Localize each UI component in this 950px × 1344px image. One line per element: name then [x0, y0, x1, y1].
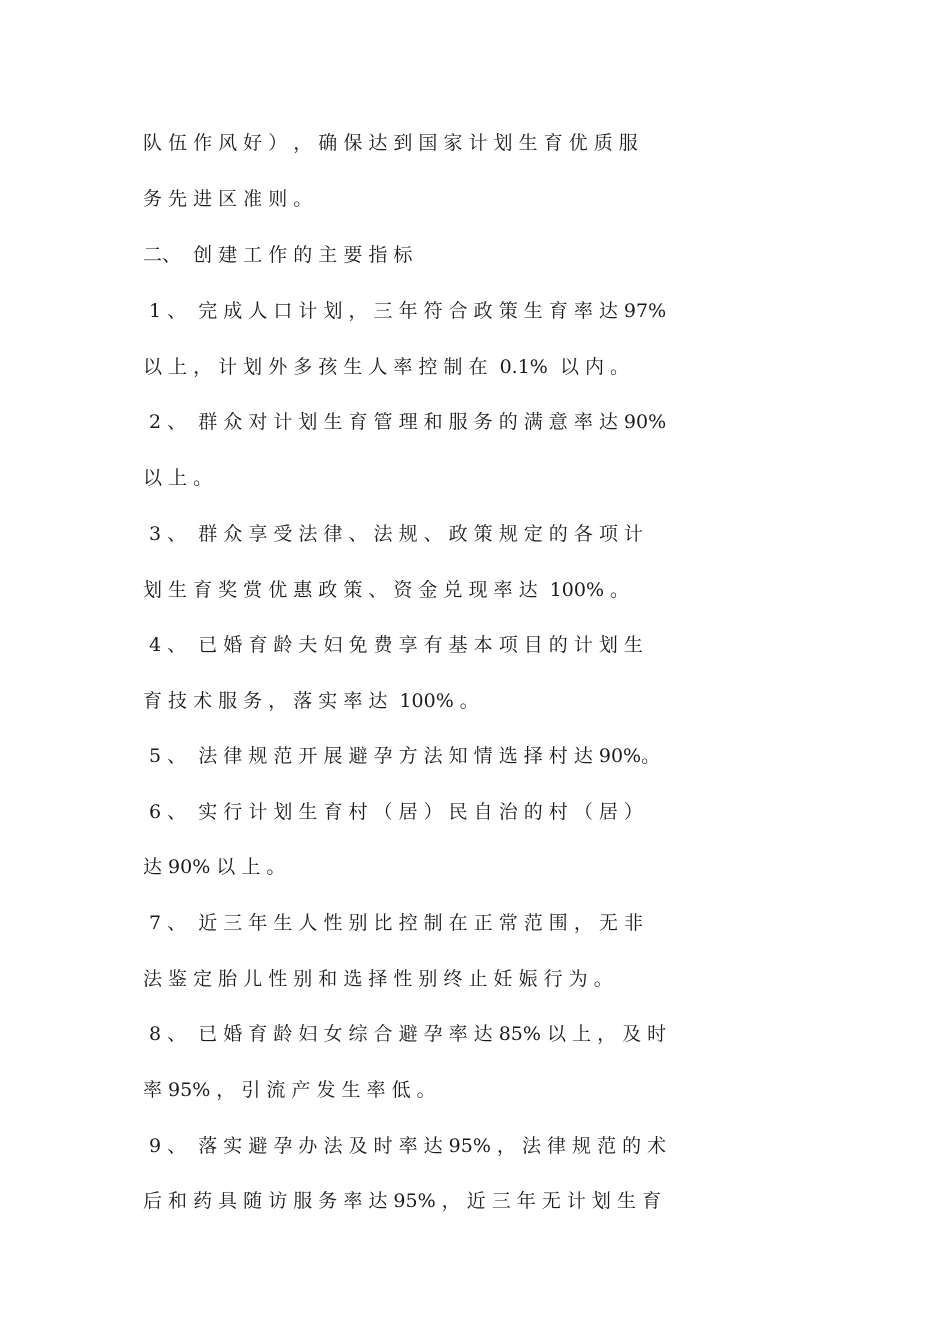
section-heading: 二、 创 建 工 作 的 主 要 指 标 — [143, 244, 413, 266]
text-line-5: 以 上 ， 计 划 外 多 孩 生 人 率 控 制 在 0.1% 以 内 。 — [143, 356, 630, 378]
text-line-12: 5 、 法 律 规 范 开 展 避 孕 方 法 知 情 选 择 村 达 90%。 — [143, 745, 661, 767]
text-line-4: 1 、 完 成 人 口 计 划 ， 三 年 符 合 政 策 生 育 率 达 97% — [143, 300, 667, 322]
text-line-7: 以 上 。 — [143, 467, 213, 489]
text-line-9: 划 生 育 奖 赏 优 惠 政 策 、 资 金 兑 现 率 达 100% 。 — [143, 579, 630, 601]
text-line-1: 队 伍 作 风 好 ） ， 确 保 达 到 国 家 计 划 生 育 优 质 服 — [143, 132, 638, 154]
text-line-15: 7 、 近 三 年 生 人 性 别 比 控 制 在 正 常 范 围 ， 无 非 — [143, 912, 643, 934]
text-line-10: 4 、 已 婚 育 龄 夫 妇 免 费 享 有 基 本 项 目 的 计 划 生 — [143, 634, 643, 656]
text-line-20: 后 和 药 具 随 访 服 务 率 达 95% ， 近 三 年 无 计 划 生 育 — [143, 1190, 661, 1212]
text-line-2: 务 先 进 区 准 则 。 — [143, 188, 313, 210]
text-line-19: 9 、 落 实 避 孕 办 法 及 时 率 达 95% ， 法 律 规 范 的 术 — [143, 1135, 667, 1157]
text-line-6: 2 、 群 众 对 计 划 生 育 管 理 和 服 务 的 满 意 率 达 90% — [143, 411, 667, 433]
text-line-18: 率 95% ， 引 流 产 发 生 率 低 。 — [143, 1079, 436, 1101]
text-line-16: 法 鉴 定 胎 儿 性 别 和 选 择 性 别 终 止 妊 娠 行 为 。 — [143, 968, 613, 990]
text-line-8: 3 、 群 众 享 受 法 律 、 法 规 、 政 策 规 定 的 各 项 计 — [143, 523, 643, 545]
text-line-13: 6 、 实 行 计 划 生 育 村 （ 居 ） 民 自 治 的 村 （ 居 ） — [143, 801, 643, 823]
text-line-11: 育 技 术 服 务 ， 落 实 率 达 100% 。 — [143, 690, 479, 712]
text-line-14: 达 90% 以 上 。 — [143, 856, 286, 878]
text-line-17: 8 、 已 婚 育 龄 妇 女 综 合 避 孕 率 达 85% 以 上 ， 及 时 — [143, 1023, 667, 1045]
